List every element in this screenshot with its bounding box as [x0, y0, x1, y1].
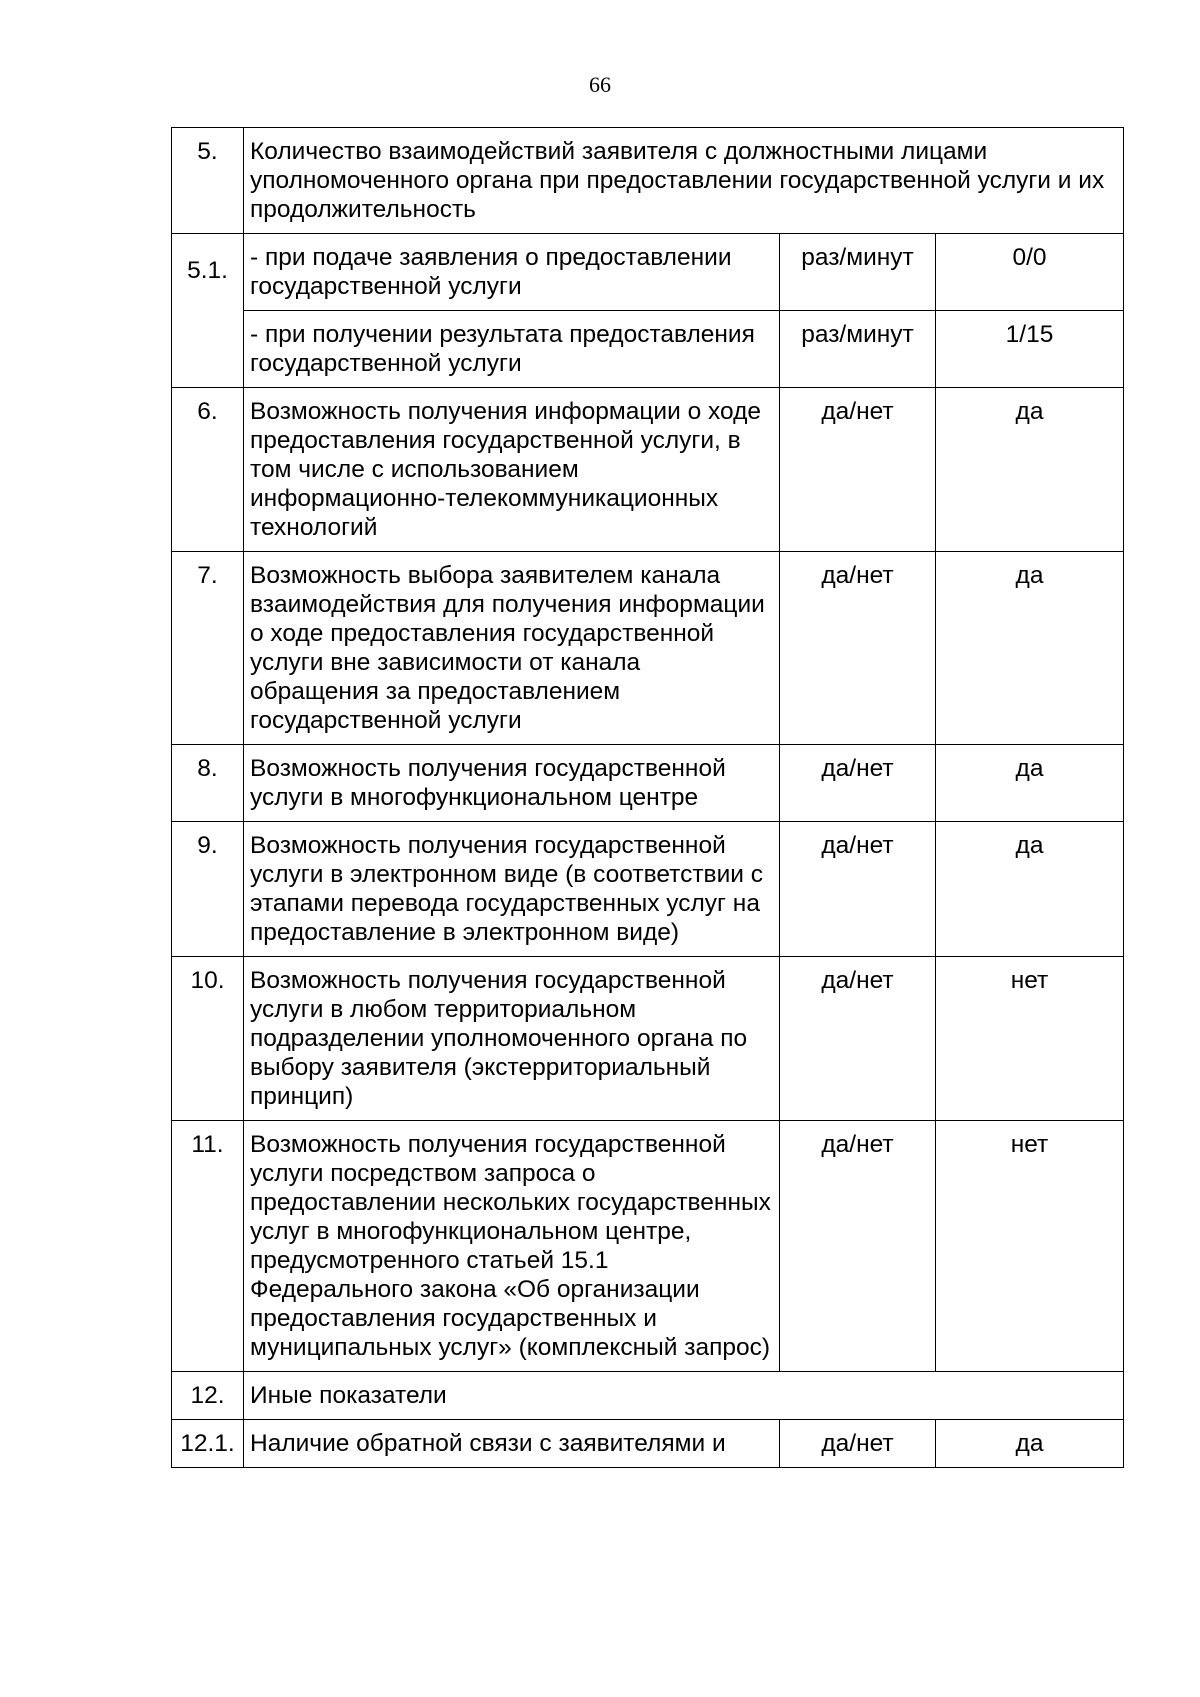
row-value: да: [936, 1420, 1124, 1468]
row-description: Количество взаимодействий заявителя с должностными лицами уполномоченного органа при предоставлении государственной услуги и их продолжительность: [244, 128, 1124, 234]
row-value: 0/0: [936, 234, 1124, 311]
row-number: 5.: [172, 128, 244, 234]
row-unit: да/нет: [780, 1121, 936, 1372]
row-unit: да/нет: [780, 388, 936, 552]
row-description: Возможность получения государственной услуги в любом территориальном подразделении уполномоченного органа по выбору заявителя (экстерриториальный принцип): [244, 957, 780, 1121]
row-number: 9.: [172, 822, 244, 957]
table-row-5-1-b: [172, 311, 1124, 388]
row-description: Наличие обратной связи с заявителями и: [244, 1420, 780, 1468]
table-row-6: [172, 388, 1124, 552]
table-row-8: [172, 745, 1124, 822]
row-number: 7.: [172, 552, 244, 745]
row-unit: да/нет: [780, 957, 936, 1121]
table-row-12: [172, 1372, 1124, 1420]
row-description: Возможность получения информации о ходе предоставления государственной услуги, в том числе с использованием информационно-телекоммуникационных технологий: [244, 388, 780, 552]
row-description: - при подаче заявления о предоставлении государственной услуги: [244, 234, 780, 311]
table-row-9: [172, 822, 1124, 957]
row-unit: да/нет: [780, 552, 936, 745]
row-value: 1/15: [936, 311, 1124, 388]
row-description: Возможность выбора заявителем канала взаимодействия для получения информации о ходе предоставления государственной услуги вне зависимости от канала обращения за предоставлением государственной услуги: [244, 552, 780, 745]
row-value: да: [936, 745, 1124, 822]
row-description: - при получении результата предоставления государственной услуги: [244, 311, 780, 388]
row-description: Возможность получения государственной услуги в многофункциональном центре: [244, 745, 780, 822]
row-number: 10.: [172, 957, 244, 1121]
row-description: Возможность получения государственной услуги в электронном виде (в соответствии с этапами перевода государственных услуг на предоставление в электронном виде): [244, 822, 780, 957]
indicators-table: [171, 127, 1124, 1468]
row-description: Возможность получения государственной услуги посредством запроса о предоставлении нескольких государственных услуг в многофункциональном центре, предусмотренного статьей 15.1 Федерального закона «Об организации предоставления государственных и муниципальных услуг» (комплексный запрос): [244, 1121, 780, 1372]
table-row-11: [172, 1121, 1124, 1372]
row-number: 12.1.: [172, 1420, 244, 1468]
row-number: 6.: [172, 388, 244, 552]
table-row-5-1-a: [172, 234, 1124, 311]
row-value: да: [936, 552, 1124, 745]
row-value: да: [936, 388, 1124, 552]
row-unit: раз/минут: [780, 311, 936, 388]
row-value: да: [936, 822, 1124, 957]
row-number: 8.: [172, 745, 244, 822]
row-number: 5.1.: [172, 234, 244, 388]
table-row-5: [172, 128, 1124, 234]
row-unit: да/нет: [780, 745, 936, 822]
row-number: 11.: [172, 1121, 244, 1372]
row-number: 12.: [172, 1372, 244, 1420]
row-unit: да/нет: [780, 822, 936, 957]
page-number: 66: [589, 72, 611, 97]
table-row-7: [172, 552, 1124, 745]
row-unit: раз/минут: [780, 234, 936, 311]
row-value: нет: [936, 957, 1124, 1121]
row-value: нет: [936, 1121, 1124, 1372]
table-row-12-1: [172, 1420, 1124, 1468]
row-unit: да/нет: [780, 1420, 936, 1468]
row-description: Иные показатели: [244, 1372, 1124, 1420]
table-row-10: [172, 957, 1124, 1121]
